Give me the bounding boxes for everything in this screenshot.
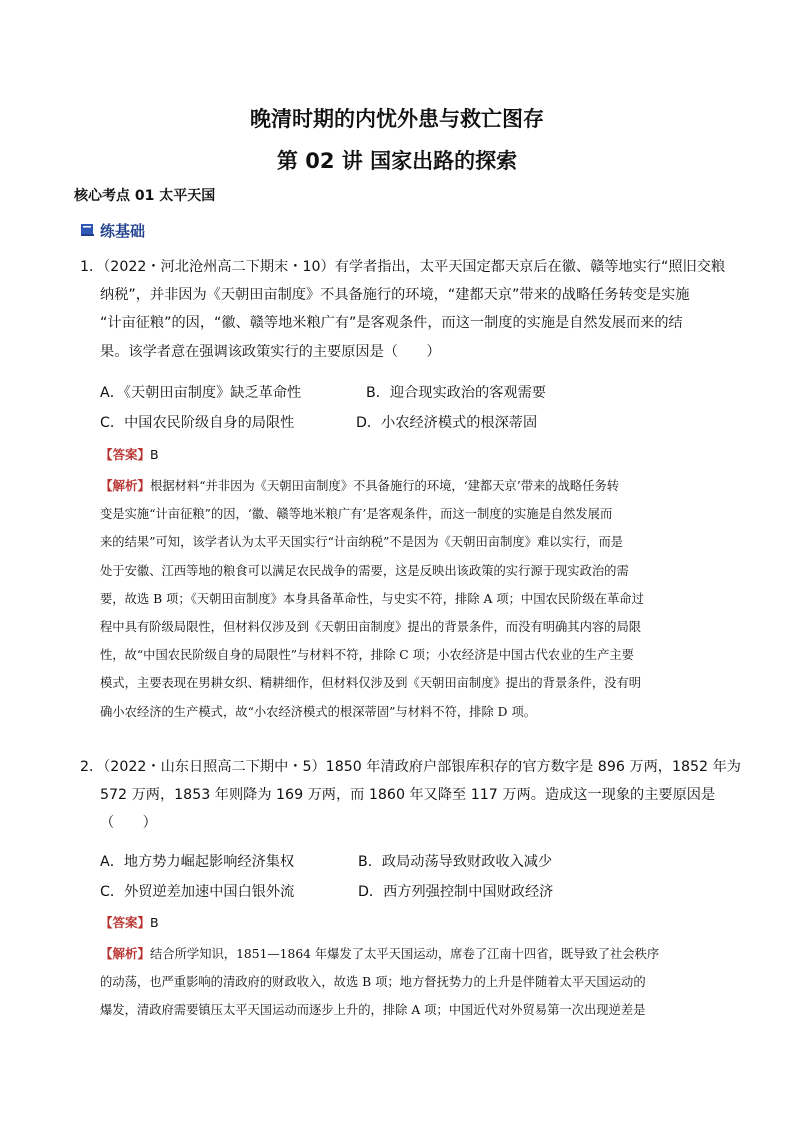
document-title: 晚清时期的内忧外患与救亡图存 (250, 107, 544, 131)
option-c: C．中国农民阶级自身的局限性 (100, 415, 295, 431)
analysis-line: 的动荡，也严重影响的清政府的财政收入，故选 B 项；地方督抚势力的上升是伴随着太平天国运动的 (100, 975, 646, 990)
question-1-line: 果。该学者意在强调该政策实行的主要原因是（ ） (100, 343, 441, 360)
question-2-analysis (100, 940, 720, 1025)
analysis-line: 程中具有阶级局限性，但材料仅涉及到《天朝田亩制度》提出的背景条件，而没有明确其内容的局限 (100, 619, 642, 634)
analysis-tag: 【解析】 (100, 946, 151, 961)
question-2-stem (80, 753, 741, 838)
analysis-line: 性，故“中国农民阶级自身的局限性”与材料不符，排除 C 项；小农经济是中国古代农业的生产主要 (100, 648, 634, 663)
answer-tag: 【答案】 (100, 915, 151, 930)
option-a: A．地方势力崛起影响经济集权 (100, 854, 295, 870)
book-icon (80, 223, 95, 237)
question-1-answer (100, 445, 159, 463)
analysis-line: 处于安徽、江西等地的粮食可以满足农民战争的需要，这是反映出该政策的实行源于现实政治的需 (100, 563, 629, 578)
answer-value: B (150, 447, 159, 462)
analysis-line: 结合所学知识，1851—1864 年爆发了太平天国运动，席卷了江南十四省，既导致了社会秩序 (150, 947, 660, 961)
analysis-line: 爆发，清政府需要镇压太平天国运动而逐步上升的，排除 A 项；中国近代对外贸易第一次出现逆差是 (100, 1003, 646, 1018)
section-heading: 核心考点 01 太平天国 (74, 188, 216, 204)
question-1-stem (80, 253, 725, 366)
analysis-line: 确小农经济的生产模式，故“小农经济模式的根深蒂固”与材料不符，排除 D 项。 (100, 704, 537, 719)
question-1-line: 1．（2022・河北沧州高二下期末・10）有学者指出，太平天国定都天京后在徽、赣等地实行“照旧交粮 (80, 259, 726, 275)
option-a: A．《天朝田亩制度》缺乏革命性 (100, 385, 302, 401)
analysis-tag: 【解析】 (100, 478, 151, 493)
answer-value: B (150, 915, 159, 930)
practice-label: 练基础 (100, 221, 146, 240)
question-2-line: （ ） (100, 815, 157, 832)
analysis-line: 变是实施“计亩征粮”的因，‘徽、赣等地米粮广有’是客观条件，而这一制度的实施是自然发展而 (100, 507, 613, 522)
option-b: B．迎合现实政治的客观需要 (366, 385, 546, 401)
analysis-line: 来的结果”可知，该学者认为太平天国实行“计亩纳税”不是因为《天朝田亩制度》难以实行，而是 (100, 535, 624, 550)
question-1-analysis (100, 472, 720, 726)
practice-heading (80, 219, 145, 241)
question-2-answer (100, 913, 159, 931)
option-d: D．西方列强控制中国财政经济 (358, 884, 554, 900)
option-b: B．政局动荡导致财政收入减少 (358, 854, 553, 870)
question-2-line: 2．（2022・山东日照高二下期中・5）1850 年清政府户部银库积存的官方数字是 896 万两，1852 年为 (80, 759, 741, 775)
option-d: D．小农经济模式的根深蒂固 (356, 415, 538, 431)
question-2-line: 572 万两，1853 年则降为 169 万两，而 1860 年又降至 117 万两。造成这一现象的主要原因是 (100, 787, 716, 804)
analysis-line: 根据材料“并非因为《天朝田亩制度》不具备施行的环境，‘建都天京’带来的战略任务转 (150, 479, 620, 493)
analysis-line: 模式，主要表现在男耕女织、精耕细作，但材料仅涉及到《天朝田亩制度》提出的背景条件，没有明 (100, 676, 642, 691)
option-c: C．外贸逆差加速中国白银外流 (100, 884, 295, 900)
question-1-line: “计亩征粮”的因，“徽、赣等地米粮广有”是客观条件，而这一制度的实施是自然发展而来的结 (100, 315, 683, 332)
answer-tag: 【答案】 (100, 447, 151, 462)
question-1-line: 纳税”，并非因为《天朝田亩制度》不具备施行的环境，“建都天京”带来的战略任务转变是实施 (100, 287, 690, 304)
lecture-title: 第 02 讲 国家出路的探索 (276, 149, 518, 173)
analysis-line: 要，故选 B 项；《天朝田亩制度》本身具备革命性，与史实不符，排除 A 项；中国农民阶级在革命过 (100, 591, 644, 606)
